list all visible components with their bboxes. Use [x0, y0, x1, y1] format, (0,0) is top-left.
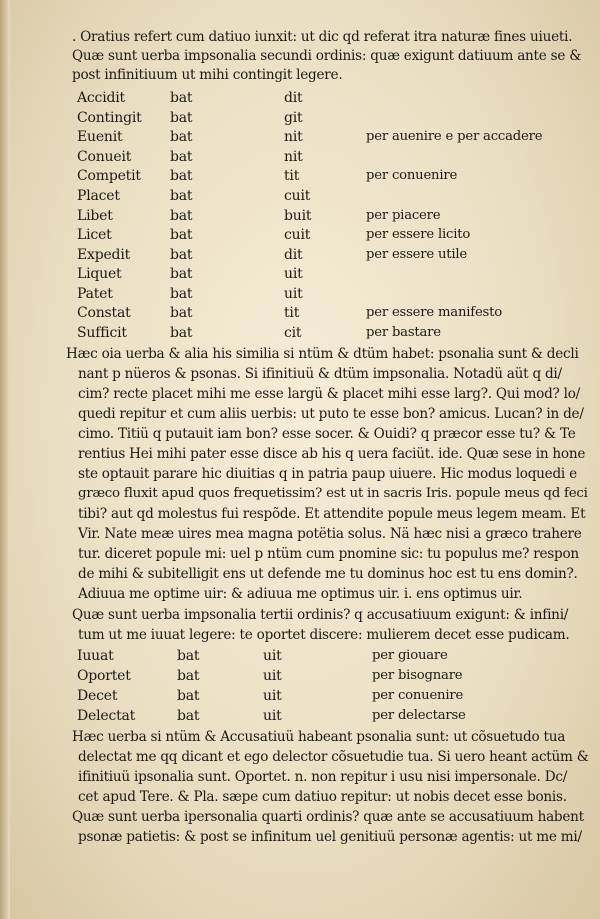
text-line: Hæc oia uerba & alia his similia si ntüm & dtüm habet: psonalia sunt & decli: [66, 346, 579, 362]
verb-imperfect: bat: [177, 688, 200, 704]
verb-gloss: per conuenire: [366, 168, 458, 183]
intro-line: Quæ sunt uerba impsonalia secundi ordinis: quæ exigunt datiuum ante se &: [72, 48, 582, 64]
verb-imperfect: bat: [170, 168, 193, 184]
verb-name: Placet: [77, 188, 120, 204]
text-line: cimo. Titiü q putauit iam bon? esse socer. & Ouidi? q præcor esse tu? & Te: [78, 426, 576, 442]
verb-gloss: per piacere: [366, 208, 441, 223]
verb-perfect: cuit: [284, 188, 311, 204]
verb-row: [0, 188, 600, 208]
verb-perfect: git: [284, 110, 303, 126]
verb-name: Contingit: [77, 110, 142, 126]
verb-imperfect: bat: [170, 247, 193, 263]
text-line: Hæc uerba si ntüm & Accusatiuü habeant psonalia sunt: ut cõsuetudo tua: [72, 729, 566, 745]
verb-imperfect: bat: [177, 668, 200, 684]
text-line: Quæ sunt uerba ipersonalia quarti ordinis? quæ ante se accusatiuum habent: [72, 809, 584, 825]
verb-name: Euenit: [77, 129, 123, 145]
verb-imperfect: bat: [177, 648, 200, 664]
verb-perfect: uit: [284, 286, 303, 302]
verb-imperfect: bat: [170, 110, 193, 126]
verb-name: Accidit: [77, 90, 125, 106]
verb-row: [0, 149, 600, 169]
verb-row: [0, 648, 600, 668]
text-line: cim? recte placet mihi me esse largü & placet mihi esse larg?. Qui mod? lo/: [78, 386, 580, 402]
text-line: tibi? aut qd molestus fui respõde. Et attendite popule meus legem meam. Et: [78, 506, 586, 522]
verb-row: [0, 325, 600, 345]
verb-name: Delectat: [77, 708, 136, 724]
verb-row: [0, 90, 600, 110]
intro-line: . Oratius refert cum datiuo iunxit: ut dic qd referat itra naturæ fines uiueti.: [72, 29, 573, 45]
verb-name: Liquet: [77, 266, 122, 282]
verb-name: Expedit: [77, 247, 131, 263]
verb-name: Constat: [77, 305, 131, 321]
verb-gloss: per essere utile: [366, 247, 468, 262]
verb-row: [0, 247, 600, 267]
verb-imperfect: bat: [177, 708, 200, 724]
text-line: nant p nüeros & psonas. Si ifinitiuü & dtüm impsonalia. Notadü aüt q di/: [78, 366, 562, 382]
verb-perfect: buit: [284, 208, 312, 224]
verb-imperfect: bat: [170, 129, 193, 145]
verb-perfect: uit: [263, 708, 282, 724]
verb-name: Sufficit: [77, 325, 127, 341]
text-line: rentius Hei mihi pater esse disce ab his q uera faciüt. ide. Quæ sese in hone: [78, 446, 586, 462]
text-line: ifinitiuü ipsonalia sunt. Oportet. n. non repitur i usu nisi impersonale. Dc/: [78, 769, 568, 785]
text-line: de mihi & subitelligit ens ut defende me tu dominus hoc est tu ens domin?.: [78, 566, 578, 582]
verb-row: [0, 305, 600, 325]
verb-perfect: nit: [284, 149, 303, 165]
verb-imperfect: bat: [170, 149, 193, 165]
text-line: græco fluxit apud quos frequetissim? est ut in sacris Iris. popule meus qd feci: [78, 486, 588, 501]
verb-perfect: uit: [284, 266, 303, 282]
verb-row: [0, 208, 600, 228]
text-line: Adiuua me optime uir: & adiuua me optimus uir. i. ens optimus uir.: [78, 586, 523, 602]
verb-row: [0, 668, 600, 688]
verb-perfect: tit: [284, 305, 300, 321]
intro-line: post infinitiuum ut mihi contingit legere.: [72, 67, 343, 83]
text-line: tur. diceret popule mi: uel p ntüm cum pnomine sic: tu populus me? respon: [78, 546, 579, 562]
verb-gloss: per delectarse: [372, 708, 466, 723]
verb-imperfect: bat: [170, 90, 193, 106]
verb-row: [0, 286, 600, 306]
text-line: psonæ patietis: & post se infinitum uel genitiuü personæ agentis: ut me mi/: [78, 829, 582, 845]
text-line: quedi repitur et cum aliis uerbis: ut puto te esse bon? amicus. Lucan? in de/: [78, 406, 584, 422]
verb-perfect: dit: [284, 247, 303, 263]
verb-gloss: per bisognare: [372, 668, 463, 683]
verb-name: Libet: [77, 208, 113, 224]
verb-perfect: uit: [263, 668, 282, 684]
text-line: tum ut me iuuat legere: te oportet discere: mulierem decet esse pudicam.: [78, 627, 570, 643]
verb-imperfect: bat: [170, 227, 193, 243]
verb-row: [0, 129, 600, 149]
verb-name: Conueit: [77, 149, 132, 165]
text-line: delectat me qq dicant et ego delector cõsuetudie tua. Si uero heant actüm &: [78, 749, 589, 765]
verb-gloss: per conuenire: [372, 688, 464, 703]
verb-perfect: tit: [284, 168, 300, 184]
verb-name: Iuuat: [77, 648, 114, 664]
verb-imperfect: bat: [170, 208, 193, 224]
verb-imperfect: bat: [170, 286, 193, 302]
verb-imperfect: bat: [170, 305, 193, 321]
verb-imperfect: bat: [170, 188, 193, 204]
verb-name: Licet: [77, 227, 112, 243]
verb-imperfect: bat: [170, 325, 193, 341]
verb-row: [0, 227, 600, 247]
verb-name: Oportet: [77, 668, 131, 684]
text-line: cet apud Tere. & Pla. sæpe cum datiuo repitur: ut nobis decet esse bonis.: [78, 789, 567, 805]
verb-gloss: per giouare: [372, 648, 448, 663]
verb-row: [0, 708, 600, 728]
verb-gloss: per essere licito: [366, 227, 471, 242]
verb-perfect: cit: [284, 325, 302, 341]
verb-perfect: nit: [284, 129, 303, 145]
verb-row: [0, 168, 600, 188]
text-line: Quæ sunt uerba impsonalia tertii ordinis? q accusatiuum exigunt: & infini/: [72, 607, 569, 623]
verb-gloss: per bastare: [366, 325, 441, 340]
text-line: Vir. Nate meæ uires mea magna potëtia solus. Nä hæc nisi a græco trahere: [78, 526, 582, 542]
verb-name: Competit: [77, 168, 141, 184]
verb-row: [0, 266, 600, 286]
text-line: ste optauit parare hic diuitias q in patria paup uiuere. Hic modus loquedi e: [78, 466, 577, 482]
verb-name: Patet: [77, 286, 113, 302]
verb-perfect: uit: [263, 648, 282, 664]
verb-name: Decet: [77, 688, 118, 704]
verb-row: [0, 110, 600, 130]
verb-perfect: uit: [263, 688, 282, 704]
verb-imperfect: bat: [170, 266, 193, 282]
verb-gloss: per auenire e per accadere: [366, 129, 543, 144]
verb-perfect: cuit: [284, 227, 311, 243]
verb-gloss: per essere manifesto: [366, 305, 502, 320]
verb-row: [0, 688, 600, 708]
verb-perfect: dit: [284, 90, 303, 106]
